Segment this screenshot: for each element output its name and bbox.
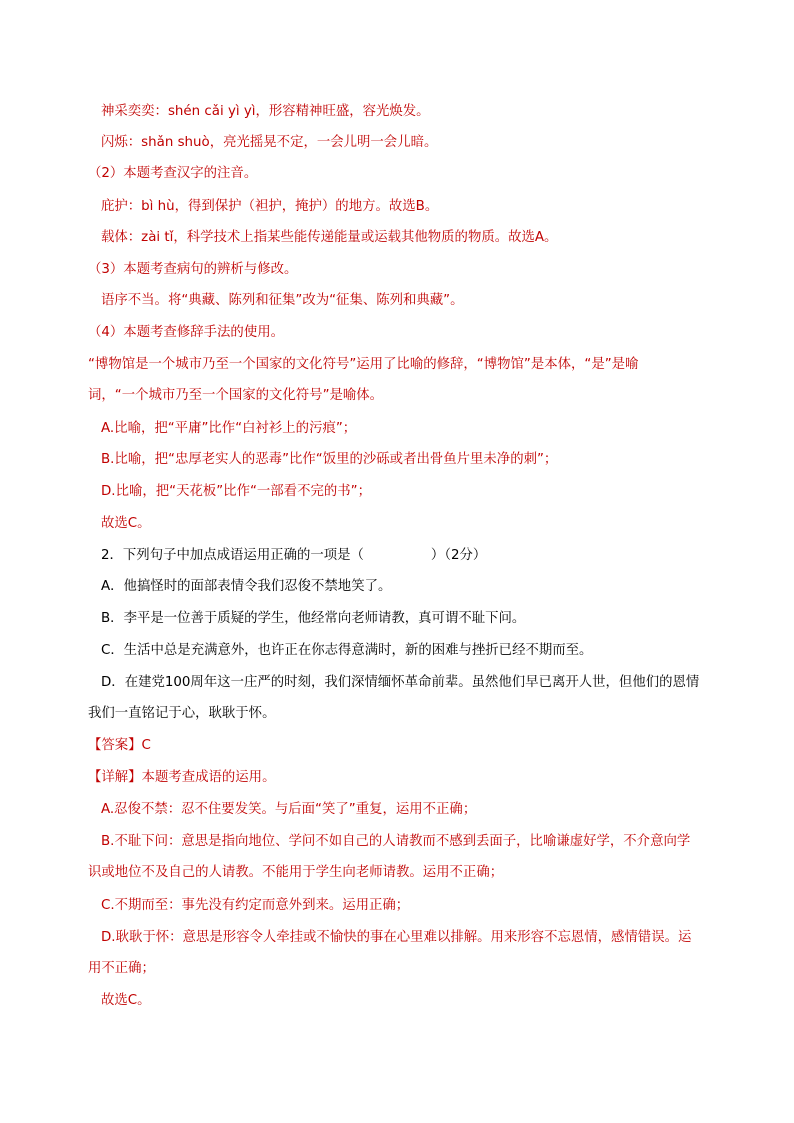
explanation-label: 【详解】本题考查成语的运用。: [88, 770, 276, 785]
text-line: 神采奕奕：shén cǎi yì yì，形容精神旺盛，容光焕发。: [101, 104, 430, 119]
text-line: 载体：zài tǐ，科学技术上指某些能传递能量或运载其他物质的物质。故选A。: [101, 230, 558, 245]
text-line: 庇护：bì hù，得到保护（袒护，掩护）的地方。故选B。: [101, 199, 439, 214]
text-line: 词，“一个城市乃至一个国家的文化符号”是喻体。: [88, 388, 384, 403]
text-line: 故选C。: [101, 993, 151, 1008]
text-line: （4）本题考查修辞手法的使用。: [88, 325, 284, 340]
option-b: B．李平是一位善于质疑的学生，他经常向老师请教，真可谓不耻下问。: [101, 611, 526, 626]
text-line: （2）本题考查汉字的注音。: [88, 166, 258, 181]
text-line: 闪烁：shǎn shuò，亮光摇晃不定，一会儿明一会儿暗。: [101, 135, 438, 150]
text-line: A.比喻，把“平庸”比作“白衬衫上的污痕”；: [101, 421, 357, 436]
text-line: D.耿耿于怀：意思是形容令人牵挂或不愉快的事在心里难以排解。用来形容不忘恩情，感情错误。运: [101, 930, 692, 945]
text-line: （3）本题考查病句的辨析与修改。: [88, 262, 298, 277]
option-d-continued: 我们一直铭记于心，耿耿于怀。: [88, 706, 276, 721]
text-line: A.忍俊不禁：忍不住要发笑。与后面“笑了”重复，运用不正确；: [101, 802, 477, 817]
text-line: C.不期而至：事先没有约定而意外到来。运用正确；: [101, 898, 410, 913]
option-c: C．生活中总是充满意外，也许正在你志得意满时，新的困难与挫折已经不期而至。: [101, 643, 593, 658]
text-line: 故选C。: [101, 516, 151, 531]
text-line: B.不耻下问：意思是指向地位、学问不如自己的人请教而不感到丢面子，比喻谦虚好学，不介意向学: [101, 834, 691, 849]
option-a: A．他搞怪时的面部表情令我们忍俊不禁地笑了。: [101, 579, 392, 594]
text-line: D.比喻，把“天花板”比作“一部看不完的书”；: [101, 484, 371, 499]
answer-label: 【答案】C: [88, 738, 151, 753]
text-line: 用不正确；: [88, 961, 155, 976]
text-line: “博物馆是一个城市乃至一个国家的文化符号”运用了比喻的修辞，“博物馆”是本体，“是”是喻: [88, 357, 639, 372]
option-d: D．在建党100周年这一庄严的时刻，我们深情缅怀革命前辈。虽然他们早已离开人世，但他们的恩情: [101, 675, 700, 690]
text-line: 语序不当。将“典藏、陈列和征集”改为“征集、陈列和典藏”。: [101, 293, 464, 308]
text-line: 识或地位不及自己的人请教。不能用于学生向老师请教。运用不正确；: [88, 865, 504, 880]
question-stem: 2．下列句子中加点成语运用正确的一项是（ ）（2分）: [101, 548, 487, 563]
text-line: B.比喻，把“忠厚老实人的恶毒”比作“饭里的沙砾或者出骨鱼片里未净的刺”；: [101, 452, 558, 467]
